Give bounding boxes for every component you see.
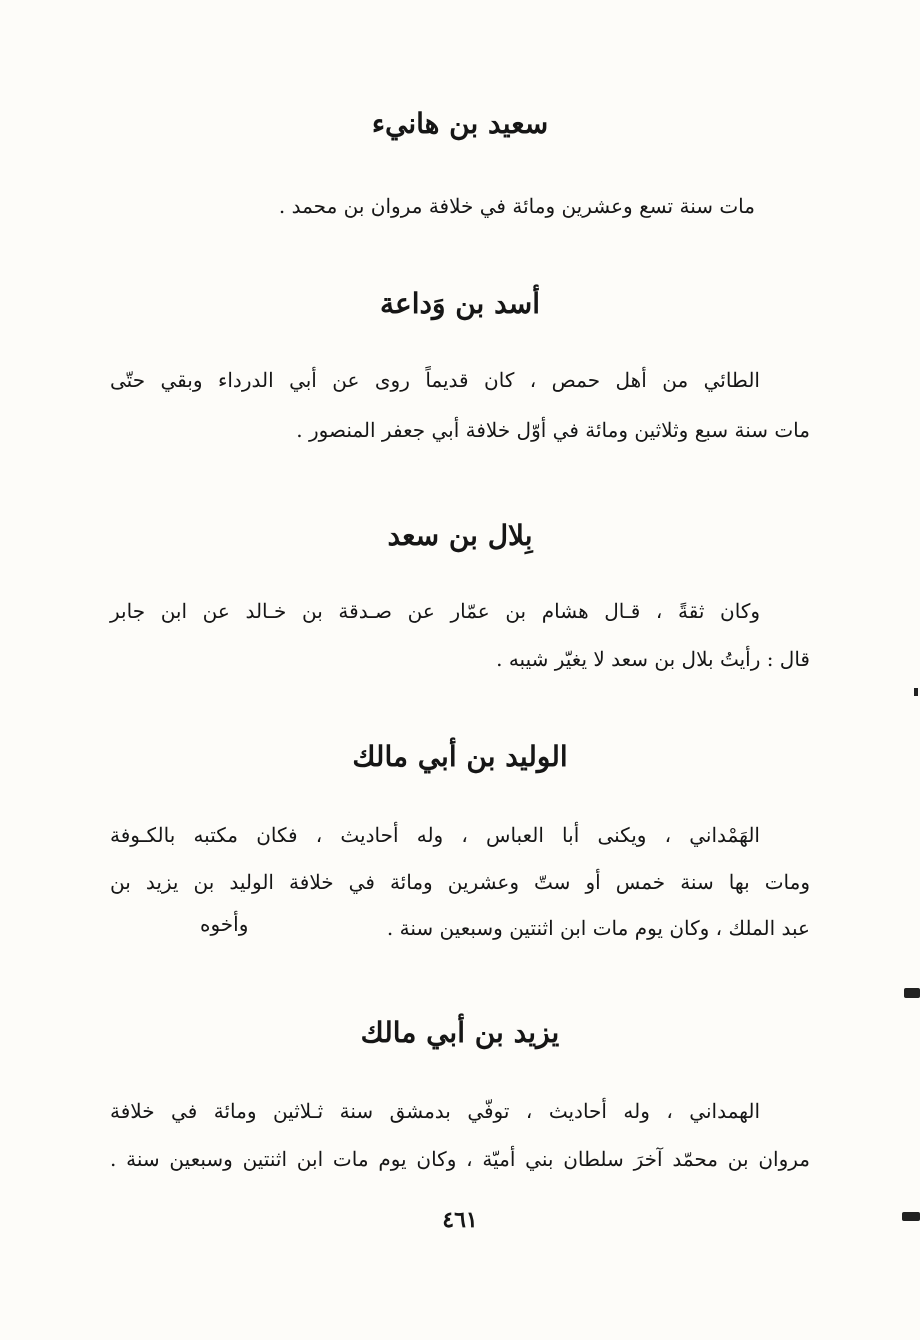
entry-text-line: الطائي من أهل حمص ، كان قديماً روى عن أبي الدرداء وبقي حتّى [110, 368, 760, 392]
entry-heading: أسد بن وَداعة [379, 287, 541, 320]
scan-edge-mark [904, 988, 920, 998]
entry-heading: يزيد بن أبي مالك [360, 1016, 560, 1049]
scan-edge-mark [902, 1212, 920, 1221]
entry-text-line: ومات بها سنة خمس أو ستّ وعشرين ومائة في خلافة الوليد بن يزيد بن [110, 870, 810, 894]
entry-heading: بِلال بن سعد [387, 519, 533, 552]
catchword: وأخوه [200, 912, 249, 936]
entry-text-line: الهمداني ، وله أحاديث ، توفّي بدمشق سنة ثـلاثين ومائة في خلافة [110, 1099, 760, 1123]
page-number: ٤٦١ [442, 1207, 478, 1233]
entry-text-line: مات سنة سبع وثلاثين ومائة في أوّل خلافة أبي جعفر المنصور . [296, 418, 810, 442]
entry-text-line: وكان ثقةً ، قـال هشام بن عمّار عن صـدقة بن خـالد عن ابن جابر [110, 599, 760, 623]
entry-text-line: مروان بن محمّد آخرَ سلطان بني أميّة ، وكان يوم مات ابن اثنتين وسبعين سنة . [110, 1147, 810, 1171]
entry-text-line: قال : رأيتُ بلال بن سعد لا يغيّر شيبه . [496, 647, 810, 671]
entry-heading: سعيد بن هانيء [371, 107, 549, 140]
scan-edge-mark [914, 688, 918, 696]
entry-text-line: الهَمْداني ، ويكنى أبا العباس ، وله أحاديث ، فكان مكتبه بالكـوفة [110, 823, 760, 847]
entry-heading: الوليد بن أبي مالك [352, 740, 568, 773]
entry-text-line: عبد الملك ، وكان يوم مات ابن اثنتين وسبعين سنة . [386, 916, 810, 940]
entry-text-line: مات سنة تسع وعشرين ومائة في خلافة مروان بن محمد . [278, 194, 755, 218]
